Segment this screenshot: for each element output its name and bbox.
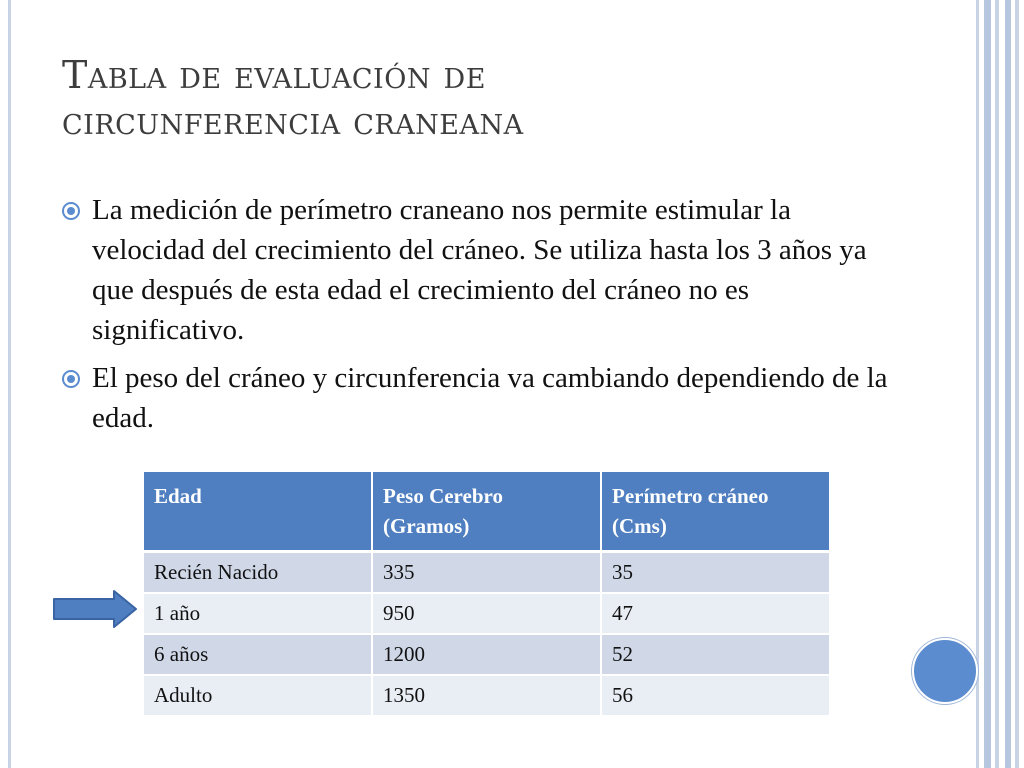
slide-title	[62, 52, 942, 144]
table-cell-perimetro: 56	[601, 675, 830, 716]
table-cell-peso: 335	[372, 552, 601, 594]
table-row	[144, 675, 830, 716]
right-stripe	[984, 0, 991, 768]
bullet-text: El peso del cráneo y circunferencia va cambiando dependiendo de la edad.	[92, 362, 888, 434]
table-header-row	[144, 472, 830, 552]
slide-title-line1: Tabla de evaluación de	[62, 53, 486, 97]
column-header-edad: Edad	[144, 472, 372, 552]
column-header-perimetro: Perímetro cráneo (Cms)	[601, 472, 830, 552]
bullet-text: La medición de perímetro craneano nos permite estimular la velocidad del crecimiento del cráneo. Se utiliza hasta los 3 años ya que después de esta edad el crecimiento del cráneo no es significativo.	[92, 194, 867, 346]
circle-decoration	[912, 638, 978, 704]
table-cell-edad: 6 años	[144, 634, 372, 675]
table-cell-peso: 950	[372, 593, 601, 634]
bullet-item	[62, 190, 892, 350]
circle-bullet-icon	[62, 370, 80, 388]
head-circumference-table	[144, 472, 831, 717]
arrow-right-icon	[52, 589, 140, 629]
table-row	[144, 552, 830, 594]
right-stripe	[995, 0, 999, 768]
table-cell-edad: Adulto	[144, 675, 372, 716]
right-stripe	[976, 0, 979, 768]
bullet-list	[62, 190, 892, 446]
left-border-line	[8, 0, 11, 768]
table-cell-perimetro: 35	[601, 552, 830, 594]
circle-bullet-icon	[62, 202, 80, 220]
table-cell-edad: Recién Nacido	[144, 552, 372, 594]
right-stripe	[1005, 0, 1011, 768]
bullet-item	[62, 358, 892, 438]
slide-title-line2: circunferencia craneana	[62, 99, 524, 143]
table-row	[144, 634, 830, 675]
right-stripe	[1015, 0, 1019, 768]
column-header-peso: Peso Cerebro (Gramos)	[372, 472, 601, 552]
table-cell-perimetro: 52	[601, 634, 830, 675]
table-row	[144, 593, 830, 634]
table-cell-perimetro: 47	[601, 593, 830, 634]
table-cell-edad: 1 año	[144, 593, 372, 634]
table-cell-peso: 1350	[372, 675, 601, 716]
table-cell-peso: 1200	[372, 634, 601, 675]
